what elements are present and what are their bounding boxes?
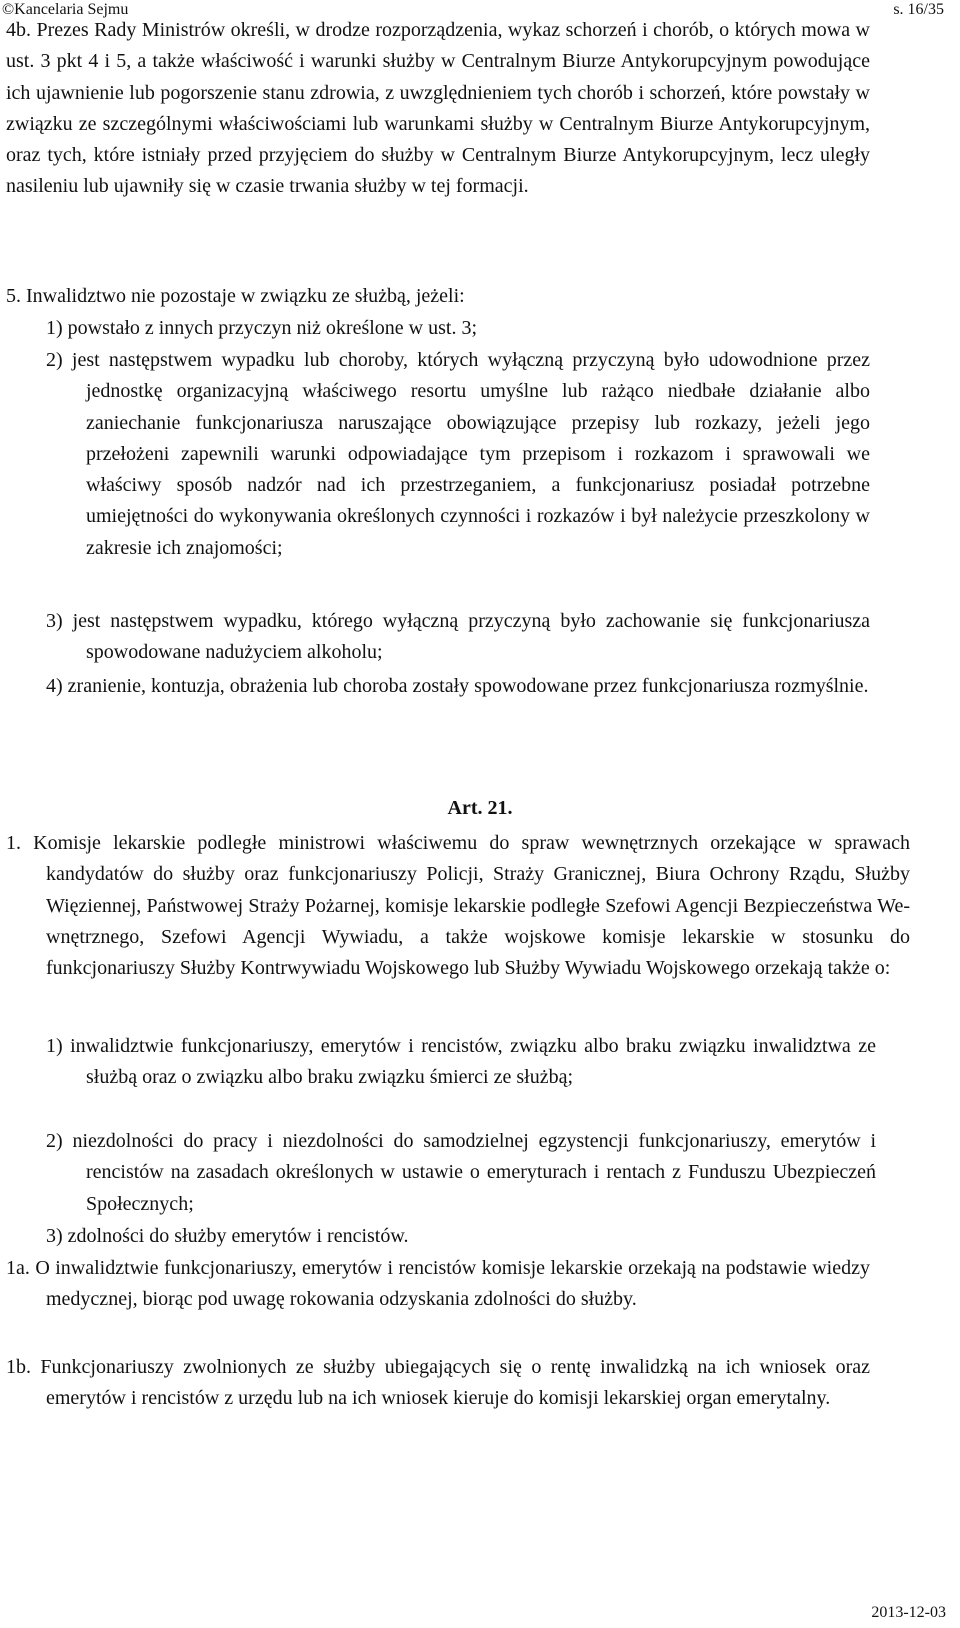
list-item: 3) jest następstwem wypadku, którego wyłączną przyczyną było zachowanie się funkcjonariusza spowodowane nadużyciem alkoholu; — [46, 610, 870, 664]
list-item: 4) zranienie, kontuzja, obrażenia lub choroba zostały spowodowane przez funkcjonariusza rozmyślnie. — [46, 675, 869, 697]
article-heading: Art. 21. — [447, 797, 513, 819]
footer-date: 2013-12-03 — [871, 1604, 946, 1621]
paragraph-5: 5. Inwalidztwo nie pozostaje w związku ze służbą, jeżeli: — [6, 285, 465, 307]
page-number: s. 16/35 — [893, 1, 944, 18]
list-item: 2) niezdolności do pracy i niezdolności do samodzielnej egzystencji funkcjonariuszy, emerytów i rencistów na zasadach określonych w ustawie o emeryturach i rentach z Funduszu Ubezpieczeń Społecznych; — [46, 1130, 876, 1215]
list-item: 1) powstało z innych przyczyn niż określone w ust. 3; — [46, 317, 478, 339]
paragraph-21-1a: 1a. O inwalidztwie funkcjonariuszy, emerytów i rencistów komisje lekarskie orzekają na podstawie wiedzy medycznej, biorąc pod uwagę rokowania odzyskania zdolności do służby. — [6, 1257, 870, 1311]
paragraph-21-1b: 1b. Funkcjonariuszy zwolnionych ze służby ubiegających się o rentę inwalidzką na ich wniosek oraz emerytów i rencistów z urzędu lub na ich wniosek kieruje do komisji lekarskiej organ emerytalny. — [6, 1356, 870, 1410]
publisher-header: ©Kancelaria Sejmu — [2, 1, 129, 18]
list-item: 3) zdolności do służby emerytów i rencistów. — [46, 1225, 409, 1247]
paragraph-4b: 4b. Prezes Rady Ministrów określi, w drodze rozporządzenia, wykaz schorzeń i chorób, o których mowa w ust. 3 pkt 4 i 5, a także właściwość i warunki służby w Centralnym Biurze Antykorupcyjnym powodujące ich ujawnienie lub pogorszenie stanu zdrowia, z uwzględnieniem tych chorób i schorzeń, które powstały w związku ze szczególnymi właściwościami lub warunkami służby w Centralnym Biurze Antykorupcyjnym, oraz tych, które istniały przed przyjęciem do służby w Centralnym Biurze Antykorupcyjnym, lecz uległy nasileniu lub ujawniły się w czasie trwania służby w tej formacji. — [6, 19, 870, 198]
paragraph-21-1: 1. Komisje lekarskie podległe ministrowi właściwemu do spraw wewnętrznych orzekające w sprawach kandydatów do służby oraz funkcjonariuszy Policji, Straży Granicznej, Biura Ochrony Rządu, Służby Więziennej, Państwowej Straży Pożarnej, komisje lekarskie podległe Szefowi Agencji Bezpieczeństwa Wewnętrznego, Szefowi Agencji Wywiadu, a także wojskowe komisje lekarskie w stosunku do funkcjonariuszy Służby Kontrwywiadu Wojskowego lub Służby Wywiadu Wojskowego orzekają także o: — [6, 832, 910, 980]
list-item: 2) jest następstwem wypadku lub choroby, których wyłączną przyczyną było udowodnione przez jednostkę organizacyjną właściwego resortu umyślne lub rażąco niedbałe działanie albo zaniechanie funkcjonariusza naruszające obowiązujące przepisy lub rozkazy, jeżeli jego przełożeni zapewnili warunki odpowiadające tym przepisom i rozkazom i sprawowali we właściwy sposób nadzór nad ich przestrzeganiem, a funkcjonariusz posiadał potrzebne umiejętności do wykonywania określonych czynności i rozkazów i był należycie przeszkolony w zakresie ich znajomości; — [46, 349, 870, 559]
list-item: 1) inwalidztwie funkcjonariuszy, emerytów i rencistów, związku albo braku związku inwalidztwa ze służbą oraz o związku albo braku związku śmierci ze służbą; — [46, 1035, 876, 1089]
